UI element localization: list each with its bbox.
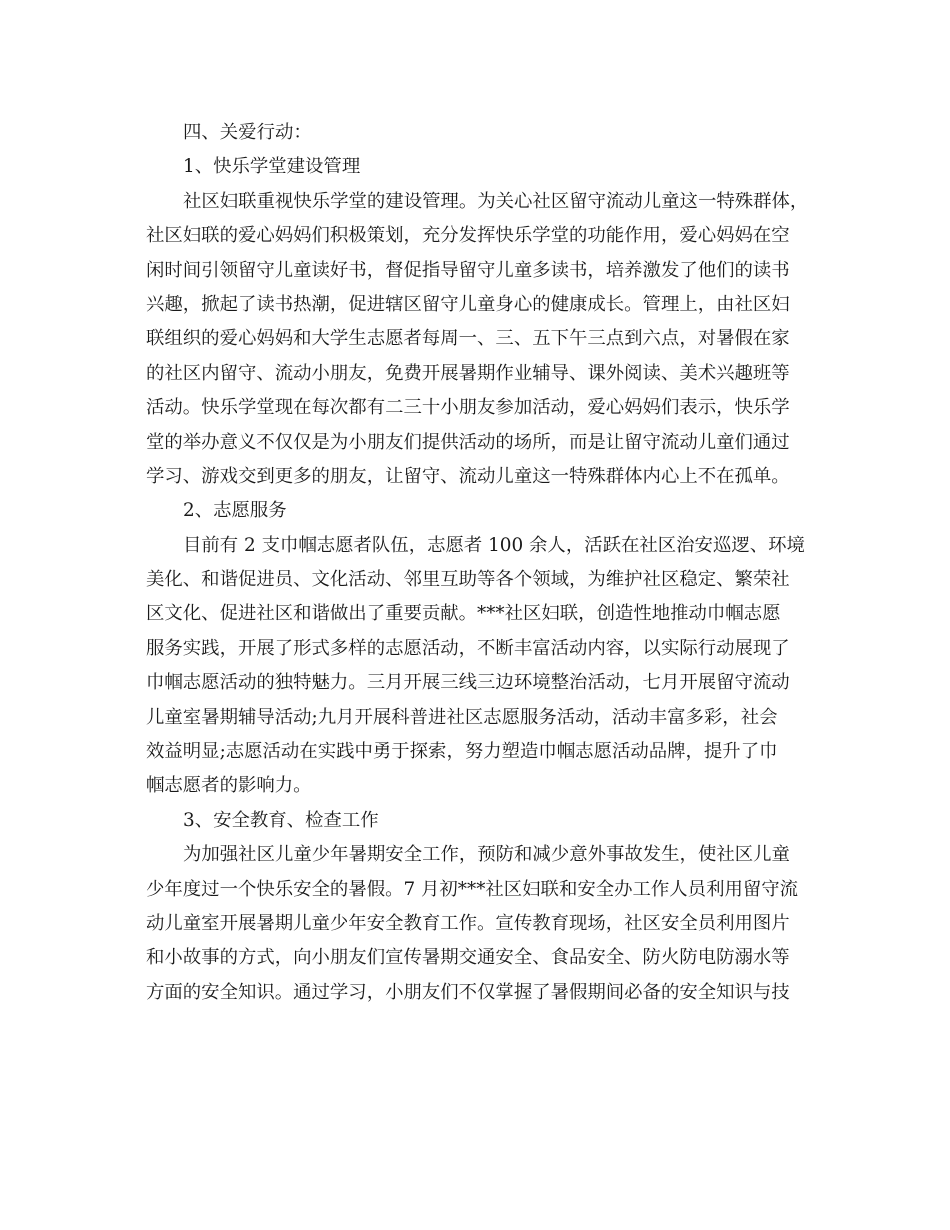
paragraph-line: 目前有 2 支巾帼志愿者队伍，志愿者 100 余人，活跃在社区治安巡逻、环境 — [183, 534, 805, 556]
paragraph-line: 和小故事的方式，向小朋友们宣传暑期交通安全、食品安全、防火防电防溺水等 — [146, 947, 790, 969]
subsection-title: 1、快乐学堂建设管理 — [183, 156, 361, 178]
paragraph-line: 区文化、促进社区和谐做出了重要贡献。***社区妇联，创造性地推动巾帼志愿 — [146, 603, 781, 625]
paragraph-line: 兴趣，掀起了读书热潮，促进辖区留守儿童身心的健康成长。管理上，由社区妇 — [146, 293, 790, 315]
paragraph-line: 联组织的爱心妈妈和大学生志愿者每周一、三、五下午三点到六点，对暑假在家 — [146, 328, 790, 350]
paragraph-line: 社区妇联的爱心妈妈们积极策划，充分发挥快乐学堂的功能作用，爱心妈妈在空 — [146, 225, 790, 247]
paragraph-line: 社区妇联重视快乐学堂的建设管理。为关心社区留守流动儿童这一特殊群体， — [183, 190, 809, 212]
paragraph-line: 闲时间引领留守儿童读好书，督促指导留守儿童多读书，培养激发了他们的读书 — [146, 259, 790, 281]
paragraph-line: 效益明显;志愿活动在实践中勇于探索，努力塑造巾帼志愿活动品牌，提升了巾 — [146, 741, 778, 763]
paragraph-line: 方面的安全知识。通过学习，小朋友们不仅掌握了暑假期间必备的安全知识与技 — [146, 981, 790, 1003]
paragraph-line: 活动。快乐学堂现在每次都有二三十小朋友参加活动，爱心妈妈们表示，快乐学 — [146, 397, 790, 419]
paragraph-line: 的社区内留守、流动小朋友，免费开展暑期作业辅导、课外阅读、美术兴趣班等 — [146, 362, 790, 384]
document-page — [146, 116, 809, 1010]
paragraph-line: 堂的举办意义不仅仅是为小朋友们提供活动的场所，而是让留守流动儿童们通过 — [146, 431, 790, 453]
section-heading: 四、关爱行动： — [183, 122, 312, 143]
paragraph-line: 帼志愿者的影响力。 — [146, 775, 312, 797]
paragraph-line: 美化、和谐促进员、文化活动、邻里互助等各个领域，为维护社区稳定、繁荣社 — [146, 569, 790, 591]
paragraph-line: 动儿童室开展暑期儿童少年安全教育工作。宣传教育现场，社区安全员利用图片 — [146, 912, 790, 934]
paragraph-line: 服务实践，开展了形式多样的志愿活动，不断丰富活动内容，以实际行动展现了 — [146, 637, 790, 659]
paragraph-line: 学习、游戏交到更多的朋友，让留守、流动儿童这一特殊群体内心上不在孤单。 — [146, 465, 790, 487]
subsection-title: 3、安全教育、检查工作 — [183, 809, 379, 831]
paragraph-line: 少年度过一个快乐安全的暑假。7 月初***社区妇联和安全办工作人员利用留守流 — [146, 878, 799, 900]
paragraph-line: 儿童室暑期辅导活动;九月开展科普进社区志愿服务活动，活动丰富多彩，社会 — [146, 706, 778, 728]
paragraph-line: 为加强社区儿童少年暑期安全工作，预防和减少意外事故发生，使社区儿童 — [183, 844, 790, 866]
paragraph-line: 巾帼志愿活动的独特魅力。三月开展三线三边环境整治活动，七月开展留守流动 — [146, 672, 790, 694]
subsection-title: 2、志愿服务 — [183, 500, 287, 522]
